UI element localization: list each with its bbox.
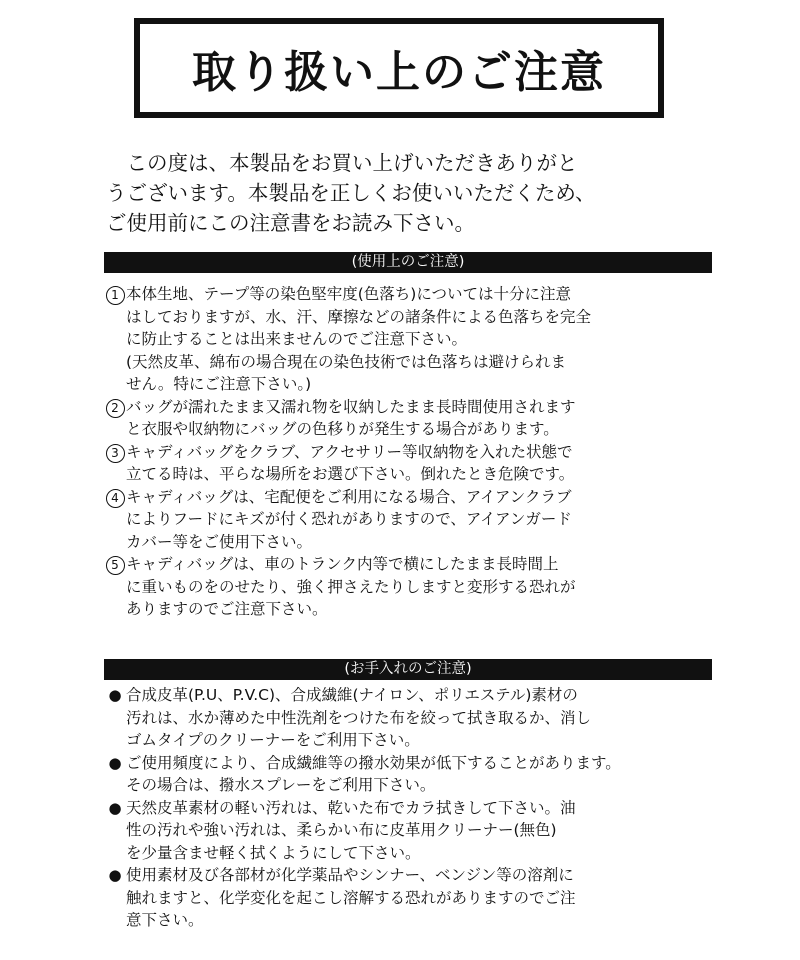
note-line: 触れますと、化学変化を起こし溶解する恐れがありますのでご注 — [126, 888, 576, 907]
intro-line: ご使用前にこの注意書をお読み下さい。 — [106, 211, 475, 235]
note-line: ありますのでご注意下さい。 — [126, 600, 328, 618]
intro-line: うございます。本製品を正しくお使いいただくため、 — [106, 181, 596, 205]
note-line: その場合は、撥水スプレーをご利用下さい。 — [126, 776, 436, 794]
note-line: キャディバッグは、車のトランク内等で横にしたまま長時間上 — [126, 555, 559, 573]
care-note-item — [104, 752, 724, 797]
note-line: キャディバッグは、宅配便をご利用になる場合、アイアンクラブ — [126, 487, 572, 506]
note-line: と衣服や収納物にバッグの色移りが発生する場合があります。 — [126, 420, 559, 438]
circled-number-marker: 3 — [106, 444, 125, 463]
usage-notes-list — [104, 283, 724, 621]
care-notes-list — [104, 684, 724, 932]
note-line: バッグが濡れたまま又濡れ物を収納したまま長時間使用されます — [126, 397, 576, 416]
circled-number-marker: 5 — [106, 556, 125, 575]
usage-note-item — [104, 283, 724, 396]
bullet-icon: ● — [108, 753, 122, 772]
note-line: 本体生地、テープ等の染色堅牢度(色落ち)については十分に注意 — [126, 285, 572, 303]
note-line: 使用素材及び各部材が化学薬品やシンナー、ベンジン等の溶剤に — [126, 866, 574, 884]
note-line: 性の汚れや強い汚れは、柔らかい布に皮革用クリーナー(無色) — [126, 821, 557, 839]
note-line: はしておりますが、水、汗、摩擦などの諸条件による色落ちを完全 — [126, 307, 592, 326]
note-line: ゴムタイプのクリーナーをご利用下さい。 — [126, 731, 420, 749]
usage-note-item — [104, 441, 724, 486]
usage-note-item — [104, 396, 724, 441]
usage-section-heading: (使用上のご注意) — [104, 252, 712, 273]
note-line: に重いものをのせたり、強く押さえたりしますと変形する恐れが — [126, 577, 576, 596]
intro-paragraph — [106, 148, 706, 238]
note-line: ご使用頻度により、合成繊維等の撥水効果が低下することがあります。 — [126, 753, 621, 772]
care-note-item — [104, 684, 724, 752]
note-line: 汚れは、水か薄めた中性洗剤をつけた布を絞って拭き取るか、消し — [126, 708, 592, 727]
circled-number-marker: 2 — [106, 399, 125, 418]
intro-line: この度は、本製品をお買い上げいただきありがと — [106, 151, 578, 175]
note-line: 立てる時は、平らな場所をお選び下さい。倒れたとき危険です。 — [126, 465, 575, 483]
usage-note-item — [104, 553, 724, 621]
care-note-item — [104, 797, 724, 865]
circled-number-marker: 4 — [106, 489, 125, 508]
usage-note-item — [104, 486, 724, 554]
note-line: を少量含ませ軽く拭くようにして下さい。 — [126, 843, 421, 862]
note-line: に防止することは出来ませんのでご注意下さい。 — [126, 330, 468, 348]
bullet-icon: ● — [108, 686, 122, 704]
note-line: カバー等をご使用下さい。 — [126, 532, 313, 551]
note-line: キャディバッグをクラブ、アクセサリー等収納物を入れた状態で — [126, 442, 573, 461]
bullet-icon: ● — [108, 798, 122, 817]
note-line: によりフードにキズが付く恐れがありますので、アイアンガード — [126, 510, 572, 528]
circled-number-marker: 1 — [106, 286, 125, 305]
title-box — [134, 18, 664, 118]
note-line: せん。特にご注意下さい。) — [126, 375, 312, 393]
care-note-item — [104, 864, 724, 932]
note-line: 天然皮革素材の軽い汚れは、乾いた布でカラ拭きして下さい。油 — [126, 798, 576, 817]
note-line: 意下さい。 — [126, 911, 204, 929]
care-section-heading: (お手入れのご注意) — [104, 659, 712, 680]
bullet-icon: ● — [108, 866, 122, 884]
page-title: 取り扱い上のご注意 — [192, 47, 606, 98]
note-line: (天然皮革、綿布の場合現在の染色技術では色落ちは避けられま — [126, 352, 567, 371]
note-line: 合成皮革(P.U、P.V.C)、合成繊維(ナイロン、ポリエステル)素材の — [126, 686, 578, 704]
